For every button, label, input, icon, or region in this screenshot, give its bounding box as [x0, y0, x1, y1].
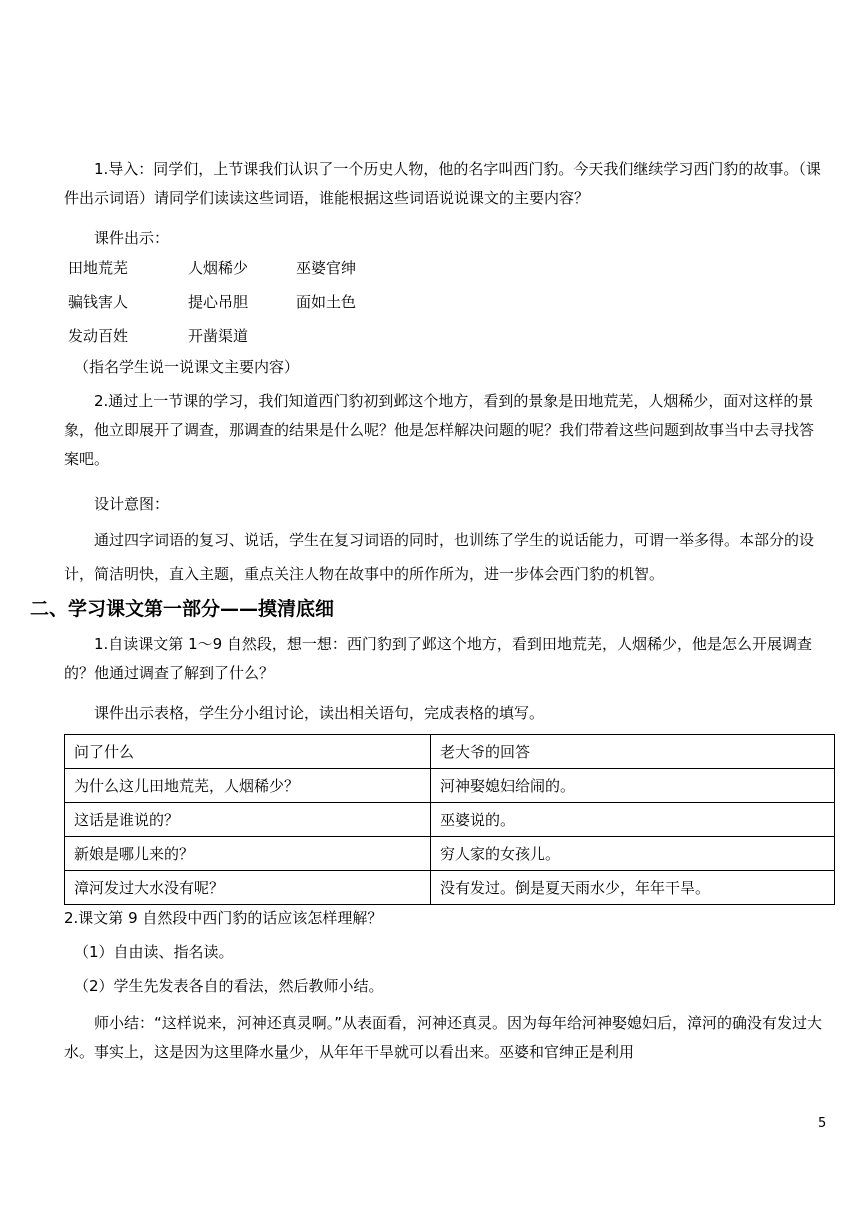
word-item: 面如土色: [296, 293, 357, 311]
instruction-text: （指名学生说一说课文主要内容）: [74, 358, 300, 376]
question-answer-table: [64, 734, 835, 905]
word-item: 田地荒芜: [68, 259, 129, 277]
table-row: [65, 871, 835, 905]
intro-paragraph-1: 1.导入：同学们，上节课我们认识了一个历史人物，他的名字叫西门豹。今天我们继续学习西门豹的故事。（课件出示词语）请同学们读读这些词语，谁能根据这些词语说说课文的主要内容？: [64, 160, 821, 207]
courseware-label: 课件出示：: [94, 229, 170, 247]
table-cell: 新娘是哪儿来的？: [65, 837, 431, 871]
word-item: 提心吊胆: [188, 293, 249, 311]
table-cell: 这话是谁说的？: [65, 803, 431, 837]
table-header-cell: 老大爷的回答: [431, 735, 835, 769]
word-row: [68, 319, 416, 353]
table-row: [65, 837, 835, 871]
word-item: 发动百姓: [68, 327, 129, 345]
teacher-summary-text: 师小结：“这样说来，河神还真灵啊。”从表面看，河神还真灵。因为每年给河神娶媳妇后，漳河的确没有发过大水。事实上，这是因为这里降水量少，从年年干旱就可以看出来。巫婆和官绅正是利用: [64, 1014, 823, 1061]
section2-paragraph-1: 1.自读课文第 1～9 自然段，想一想：西门豹到了邺这个地方，看到田地荒芜，人烟稀少，他是怎么开展调查的？他通过调查了解到了什么？: [64, 635, 812, 682]
word-list: [68, 251, 416, 353]
word-row: [68, 251, 416, 285]
word-item: 巫婆官绅: [296, 259, 357, 277]
table-cell: 河神娶媳妇给闹的。: [431, 769, 835, 803]
table-cell: 漳河发过大水没有呢？: [65, 871, 431, 905]
step-2-text: （2）学生先发表各自的看法，然后教师小结。: [74, 977, 384, 995]
word-row: [68, 285, 416, 319]
page-number: 5: [818, 1116, 827, 1131]
section-heading: 二、学习课文第一部分——摸清底细: [30, 598, 335, 620]
table-cell: 没有发过。倒是夏天雨水少，年年干旱。: [431, 871, 835, 905]
word-item: 人烟稀少: [188, 259, 249, 277]
design-intent-text: 通过四字词语的复习、说话，学生在复习词语的同时，也训练了学生的说话能力，可谓一举多得。本部分的设计，简洁明快，直入主题，重点关注人物在故事中的所作所为，进一步体会西门豹的机智。: [64, 531, 815, 583]
table-intro-text: 课件出示表格，学生分小组讨论，读出相关语句，完成表格的填写。: [94, 704, 545, 722]
intro-paragraph-2: 2.通过上一节课的学习，我们知道西门豹初到邺这个地方，看到的景象是田地荒芜，人烟稀少，面对这样的景象，他立即展开了调查，那调查的结果是什么呢？他是怎样解决问题的呢？我们带着这些问题到故事当中去寻找答案吧。: [64, 392, 815, 468]
table-header-cell: 问了什么: [65, 735, 431, 769]
design-label: 设计意图：: [94, 495, 170, 513]
word-item: 骗钱害人: [68, 293, 129, 311]
table-cell: 巫婆说的。: [431, 803, 835, 837]
step-1-text: （1）自由读、指名读。: [74, 943, 234, 961]
table-row: [65, 803, 835, 837]
word-item: 开凿渠道: [188, 327, 249, 345]
table-header-row: [65, 735, 835, 769]
table-row: [65, 769, 835, 803]
table-cell: 穷人家的女孩儿。: [431, 837, 835, 871]
section2-paragraph-2: 2.课文第 9 自然段中西门豹的话应该怎样理解？: [64, 909, 383, 927]
table-cell: 为什么这儿田地荒芜，人烟稀少？: [65, 769, 431, 803]
